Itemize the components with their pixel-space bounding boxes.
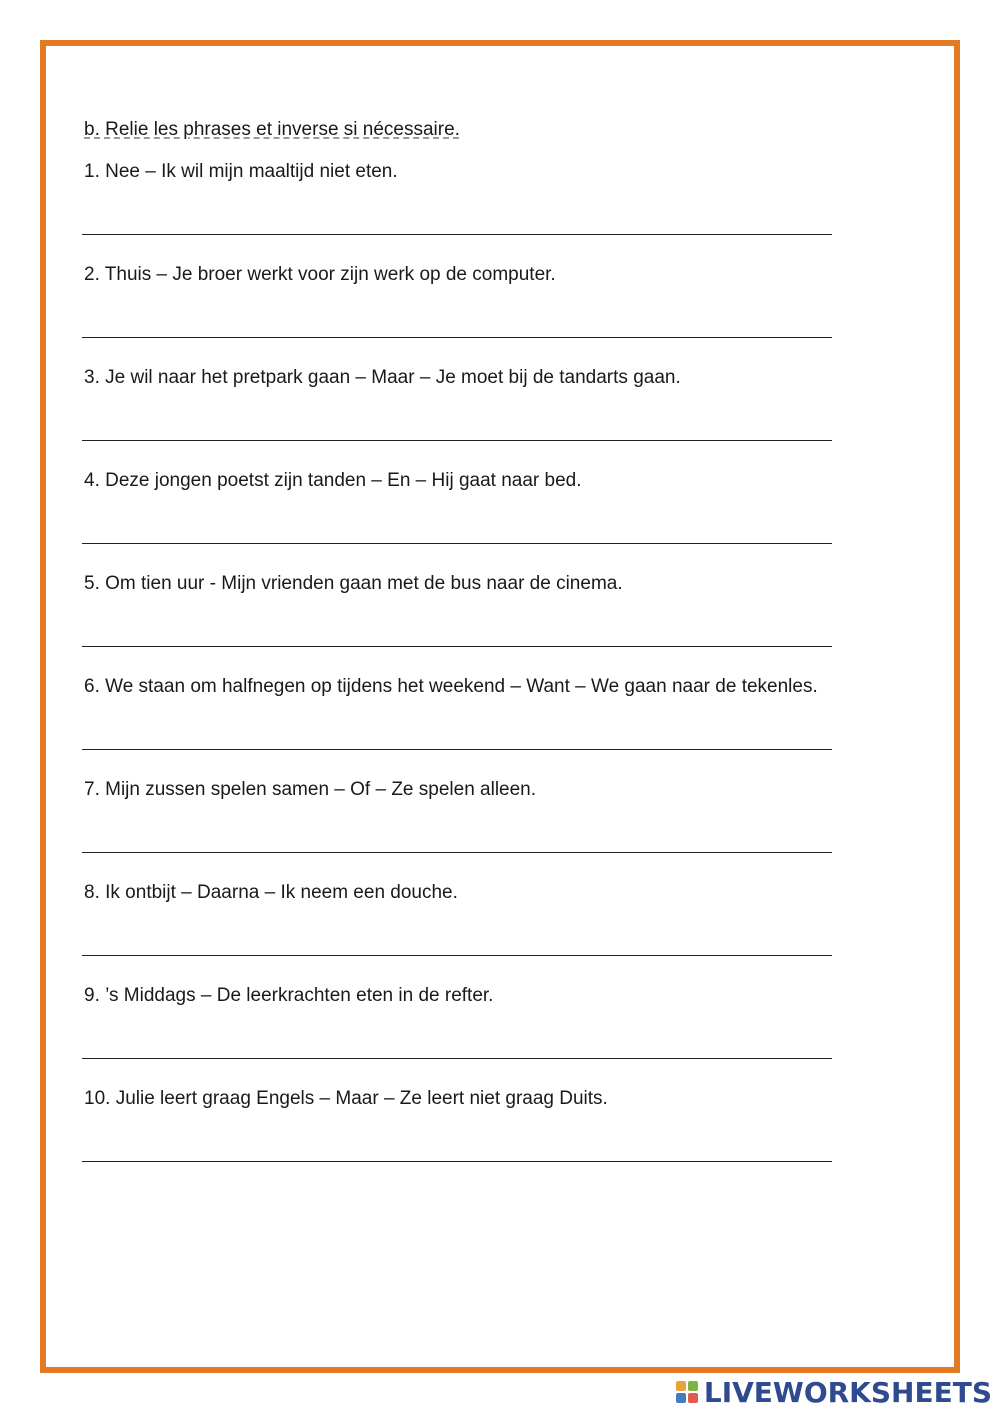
- exercise-sentence: 1. Nee – Ik wil mijn maaltijd niet eten.: [84, 161, 398, 182]
- logo-tile: [688, 1393, 698, 1403]
- liveworksheets-brand: [676, 1377, 992, 1407]
- answer-line[interactable]: [82, 646, 832, 647]
- exercise-sentence: 2. Thuis – Je broer werkt voor zijn werk op de computer.: [84, 264, 556, 285]
- exercise-sentence: 7. Mijn zussen spelen samen – Of – Ze spelen alleen.: [84, 779, 537, 800]
- logo-tile: [676, 1381, 686, 1391]
- instruction-heading: b. Relie les phrases et inverse si nécessaire.: [84, 119, 460, 140]
- exercise-item: [84, 366, 944, 469]
- exercise-sentence: 8. Ik ontbijt – Daarna – Ik neem een douche.: [84, 882, 458, 903]
- answer-line[interactable]: [82, 1161, 832, 1162]
- answer-line[interactable]: [82, 543, 832, 544]
- exercise-sentence: 10. Julie leert graag Engels – Maar – Ze leert niet graag Duits.: [84, 1088, 608, 1109]
- exercise-item: [84, 469, 944, 572]
- answer-line[interactable]: [82, 234, 832, 235]
- exercise-item: [84, 675, 944, 778]
- logo-tile: [676, 1393, 686, 1403]
- exercise-item: [84, 778, 944, 881]
- answer-line[interactable]: [82, 955, 832, 956]
- exercise-item: [84, 1087, 944, 1190]
- answer-line[interactable]: [82, 852, 832, 853]
- exercise-sentence: 3. Je wil naar het pretpark gaan – Maar – Je moet bij de tandarts gaan.: [84, 367, 681, 388]
- exercise-list: [84, 160, 944, 1190]
- answer-line[interactable]: [82, 749, 832, 750]
- liveworksheets-logo-icon: [676, 1381, 698, 1403]
- exercise-item: [84, 160, 944, 263]
- exercise-sentence: 6. We staan om halfnegen op tijdens het weekend – Want – We gaan naar de tekenles.: [84, 676, 818, 697]
- exercise-item: [84, 881, 944, 984]
- answer-line[interactable]: [82, 337, 832, 338]
- exercise-item: [84, 263, 944, 366]
- exercise-item: [84, 572, 944, 675]
- exercise-sentence: 5. Om tien uur - Mijn vrienden gaan met de bus naar de cinema.: [84, 573, 623, 594]
- answer-line[interactable]: [82, 1058, 832, 1059]
- exercise-sentence: 9. ’s Middags – De leerkrachten eten in de refter.: [84, 985, 494, 1006]
- exercise-sentence: 4. Deze jongen poetst zijn tanden – En – Hij gaat naar bed.: [84, 470, 582, 491]
- logo-tile: [688, 1381, 698, 1391]
- answer-line[interactable]: [82, 440, 832, 441]
- brand-wordmark: LIVEWORKSHEETS: [703, 1375, 992, 1409]
- exercise-item: [84, 984, 944, 1087]
